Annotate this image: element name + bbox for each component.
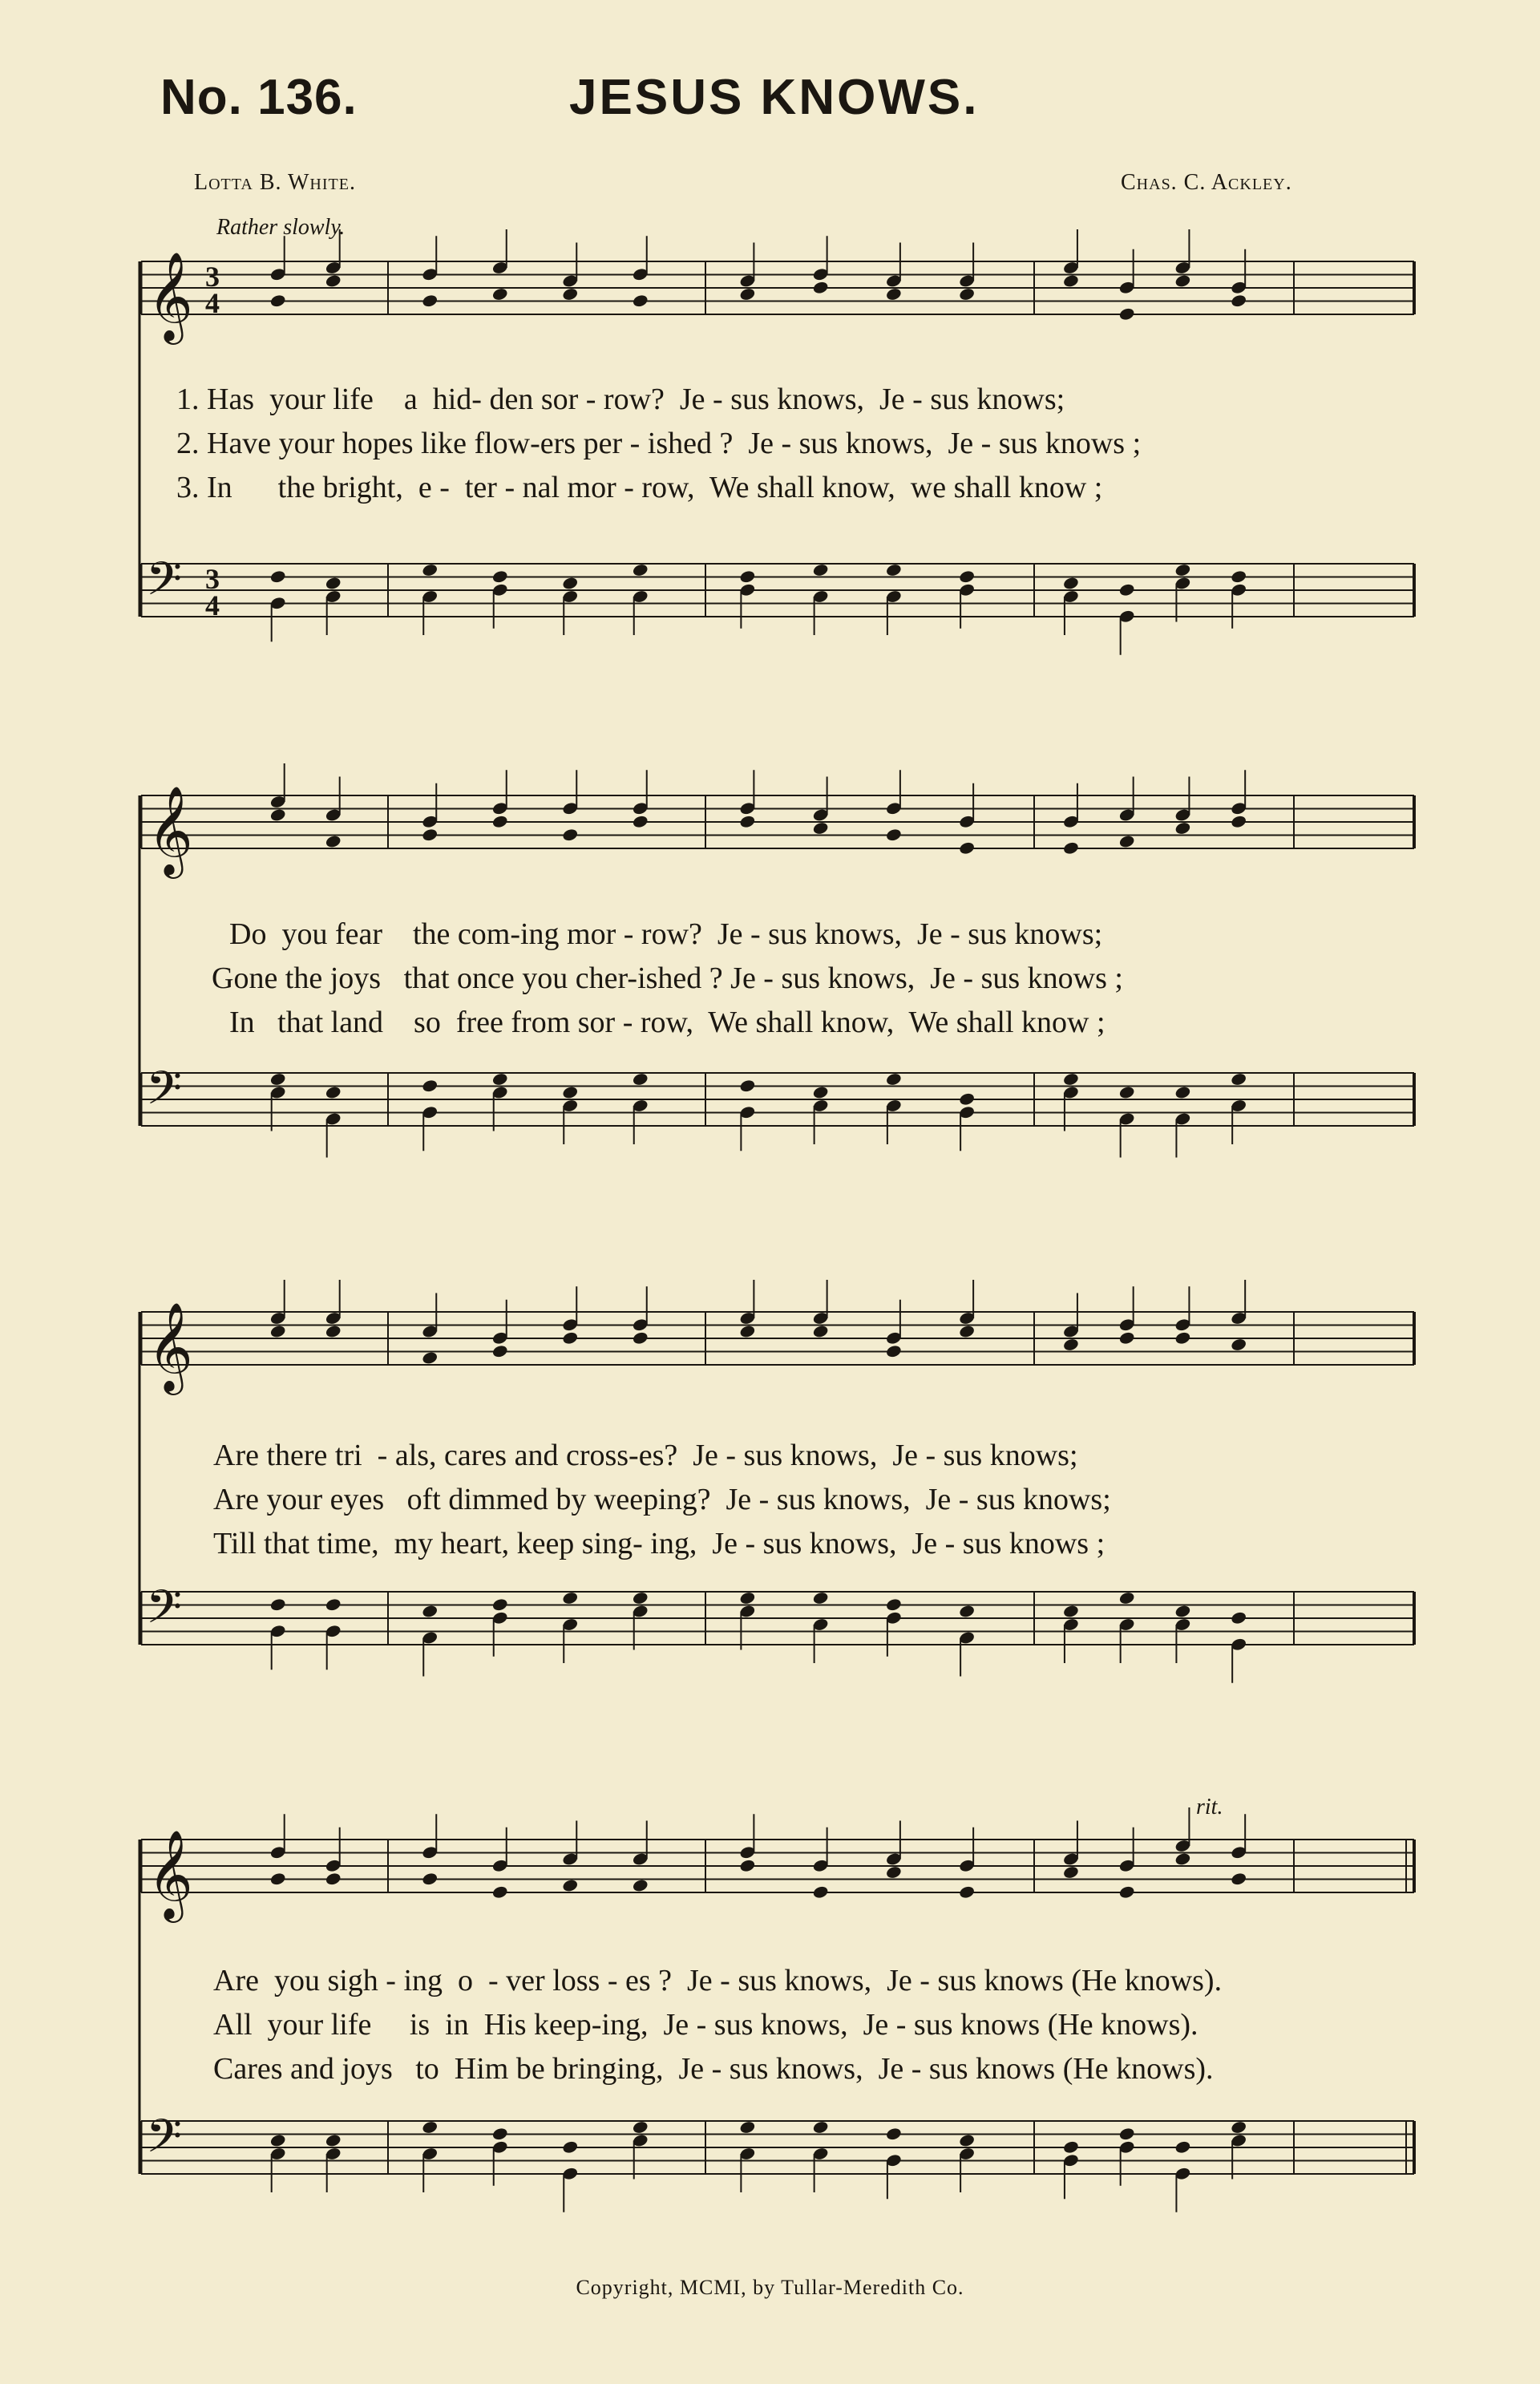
notehead-icon xyxy=(1230,293,1247,308)
lyric-line: 3. In the bright, e - ter - nal mor - row, We shall know, we shall know ; xyxy=(176,471,1103,504)
notehead-icon xyxy=(1118,583,1135,597)
notehead-icon xyxy=(1174,1085,1191,1099)
notehead-icon xyxy=(269,1597,286,1612)
lyric-line: Are you sigh - ing o - ver loss - es ? Je - sus knows, Je - sus knows (He knows). xyxy=(213,1964,1223,1997)
treble-clef-icon: 𝄞 xyxy=(148,785,193,875)
notehead-icon xyxy=(1174,563,1191,577)
notehead-icon xyxy=(885,1865,902,1880)
notehead-icon xyxy=(958,287,975,302)
notehead-icon xyxy=(422,1604,439,1618)
notehead-icon xyxy=(632,1878,649,1892)
notehead-icon xyxy=(632,1591,649,1605)
lyric-line: 1. Has your life a hid- den sor - row? Je - sus knows, Je - sus knows; xyxy=(176,382,1065,416)
ritardando-marking: rit. xyxy=(1196,1795,1223,1819)
notehead-icon xyxy=(325,2133,342,2147)
notehead-icon xyxy=(422,563,439,577)
lyricist-credit: Lotta B. White. xyxy=(194,170,356,195)
notehead-icon xyxy=(422,828,439,842)
time-signature-bottom: 4 xyxy=(205,287,220,319)
time-signature-top: 3 xyxy=(205,563,220,595)
notehead-icon xyxy=(1230,569,1247,584)
lyric-line: All your life is in His keep-ing, Je - sus knows, Je - sus knows (He knows). xyxy=(213,2008,1198,2042)
treble-clef-icon: 𝄞 xyxy=(148,251,193,341)
notehead-icon xyxy=(422,1350,439,1365)
notehead-icon xyxy=(1230,1872,1247,1886)
notehead-icon xyxy=(812,1885,829,1900)
notehead-icon xyxy=(269,1872,286,1886)
notehead-icon xyxy=(1062,841,1079,856)
notehead-icon xyxy=(739,2120,756,2135)
notehead-icon xyxy=(885,828,902,842)
notehead-icon xyxy=(562,1591,579,1605)
lyric-line: Till that time, my heart, keep sing- ing, Je - sus knows, Je - sus knows ; xyxy=(213,1527,1105,1560)
notehead-icon xyxy=(739,1079,756,1093)
notehead-icon xyxy=(269,1324,286,1338)
lyric-line: Cares and joys to Him be bringing, Je - sus knows, Je - sus knows (He knows). xyxy=(213,2052,1214,2086)
composer-credit: Chas. C. Ackley. xyxy=(1121,170,1292,195)
notehead-icon xyxy=(958,2133,975,2147)
time-signature-top: 3 xyxy=(205,261,220,293)
notehead-icon xyxy=(632,815,649,829)
notehead-icon xyxy=(325,1872,342,1886)
notehead-icon xyxy=(632,1072,649,1087)
notehead-icon xyxy=(1118,1331,1135,1346)
notehead-icon xyxy=(491,1344,508,1358)
notehead-icon xyxy=(885,1597,902,1612)
notehead-icon xyxy=(1118,307,1135,322)
notehead-icon xyxy=(958,841,975,856)
notehead-icon xyxy=(1118,1591,1135,1605)
notehead-icon xyxy=(491,2127,508,2141)
lyric-line: Do you fear the com-ing mor - row? Je - sus knows, Je - sus knows; xyxy=(229,917,1103,951)
notehead-icon xyxy=(958,1885,975,1900)
treble-clef-icon: 𝄞 xyxy=(148,1829,193,1919)
tempo-marking: Rather slowly. xyxy=(216,215,346,240)
notehead-icon xyxy=(491,1885,508,1900)
notehead-icon xyxy=(325,834,342,848)
notehead-icon xyxy=(562,1331,579,1346)
notehead-icon xyxy=(422,293,439,308)
notehead-icon xyxy=(632,2120,649,2135)
notehead-icon xyxy=(739,287,756,302)
notehead-icon xyxy=(1174,1852,1191,1866)
hymn-number: No. 136. xyxy=(160,70,358,125)
treble-clef-icon: 𝄞 xyxy=(148,1301,193,1391)
notehead-icon xyxy=(885,1344,902,1358)
notehead-icon xyxy=(1174,821,1191,836)
notehead-icon xyxy=(562,576,579,590)
notehead-icon xyxy=(812,1324,829,1338)
bass-clef-icon: 𝄢 xyxy=(146,2109,183,2175)
notehead-icon xyxy=(739,569,756,584)
notehead-icon xyxy=(325,1324,342,1338)
notehead-icon xyxy=(269,569,286,584)
notehead-icon xyxy=(812,1591,829,1605)
bass-clef-icon: 𝄢 xyxy=(146,1061,183,1127)
notehead-icon xyxy=(1174,2140,1191,2155)
notehead-icon xyxy=(269,293,286,308)
notehead-icon xyxy=(325,576,342,590)
notehead-icon xyxy=(1062,2140,1079,2155)
notehead-icon xyxy=(269,807,286,822)
notehead-icon xyxy=(562,1878,579,1892)
notehead-icon xyxy=(958,1324,975,1338)
notehead-icon xyxy=(1230,815,1247,829)
notehead-icon xyxy=(958,569,975,584)
notehead-icon xyxy=(562,2140,579,2155)
notehead-icon xyxy=(1062,1072,1079,1087)
notehead-icon xyxy=(812,821,829,836)
notehead-icon xyxy=(812,1085,829,1099)
lyric-line: Are there tri - als, cares and cross-es? Je - sus knows, Je - sus knows; xyxy=(213,1439,1078,1472)
hymn-title: JESUS KNOWS. xyxy=(569,70,980,125)
notehead-icon xyxy=(1230,1611,1247,1625)
notehead-icon xyxy=(885,2127,902,2141)
notehead-icon xyxy=(269,2133,286,2147)
copyright-notice: Copyright, MCMI, by Tullar-Meredith Co. xyxy=(576,2276,964,2299)
notehead-icon xyxy=(562,828,579,842)
notehead-icon xyxy=(739,1859,756,1873)
bass-clef-icon: 𝄢 xyxy=(146,1580,183,1645)
notehead-icon xyxy=(1118,1085,1135,1099)
notehead-icon xyxy=(739,1591,756,1605)
lyric-line: 2. Have your hopes like flow-ers per - ished ? Je - sus knows, Je - sus knows ; xyxy=(176,427,1142,460)
time-signature-bottom: 4 xyxy=(205,589,220,621)
notehead-icon xyxy=(491,287,508,302)
notehead-icon xyxy=(885,563,902,577)
notehead-icon xyxy=(632,1331,649,1346)
notehead-icon xyxy=(562,287,579,302)
notehead-icon xyxy=(1118,2127,1135,2141)
notehead-icon xyxy=(1118,834,1135,848)
notehead-icon xyxy=(1062,576,1079,590)
notehead-icon xyxy=(562,1085,579,1099)
lyric-line: Are your eyes oft dimmed by weeping? Je - sus knows, Je - sus knows; xyxy=(213,1483,1111,1516)
notehead-icon xyxy=(1062,1865,1079,1880)
notehead-icon xyxy=(1174,1331,1191,1346)
notehead-icon xyxy=(491,569,508,584)
notehead-icon xyxy=(491,1072,508,1087)
notehead-icon xyxy=(739,1324,756,1338)
notehead-icon xyxy=(958,1092,975,1107)
notehead-icon xyxy=(1230,1072,1247,1087)
notehead-icon xyxy=(632,293,649,308)
lyric-line: In that land so free from sor - row, We shall know, We shall know ; xyxy=(229,1006,1105,1039)
notehead-icon xyxy=(1230,1338,1247,1352)
notehead-icon xyxy=(1062,1604,1079,1618)
notehead-icon xyxy=(812,281,829,295)
bass-clef-icon: 𝄢 xyxy=(146,552,183,617)
notehead-icon xyxy=(325,273,342,288)
notehead-icon xyxy=(491,1597,508,1612)
notehead-icon xyxy=(958,1604,975,1618)
notehead-icon xyxy=(491,815,508,829)
notehead-icon xyxy=(812,2120,829,2135)
notehead-icon xyxy=(885,287,902,302)
notehead-icon xyxy=(1062,1338,1079,1352)
notehead-icon xyxy=(885,1072,902,1087)
notehead-icon xyxy=(1174,273,1191,288)
notehead-icon xyxy=(325,1597,342,1612)
notehead-icon xyxy=(422,1872,439,1886)
notehead-icon xyxy=(325,1085,342,1099)
notehead-icon xyxy=(812,563,829,577)
notehead-icon xyxy=(422,1079,439,1093)
notehead-icon xyxy=(1174,1604,1191,1618)
notehead-icon xyxy=(269,1072,286,1087)
notehead-icon xyxy=(739,815,756,829)
notehead-icon xyxy=(632,563,649,577)
notehead-icon xyxy=(1118,1885,1135,1900)
notehead-icon xyxy=(422,2120,439,2135)
notehead-icon xyxy=(1062,273,1079,288)
notehead-icon xyxy=(1230,2120,1247,2135)
lyric-line: Gone the joys that once you cher-ished ? Je - sus knows, Je - sus knows ; xyxy=(212,961,1123,995)
